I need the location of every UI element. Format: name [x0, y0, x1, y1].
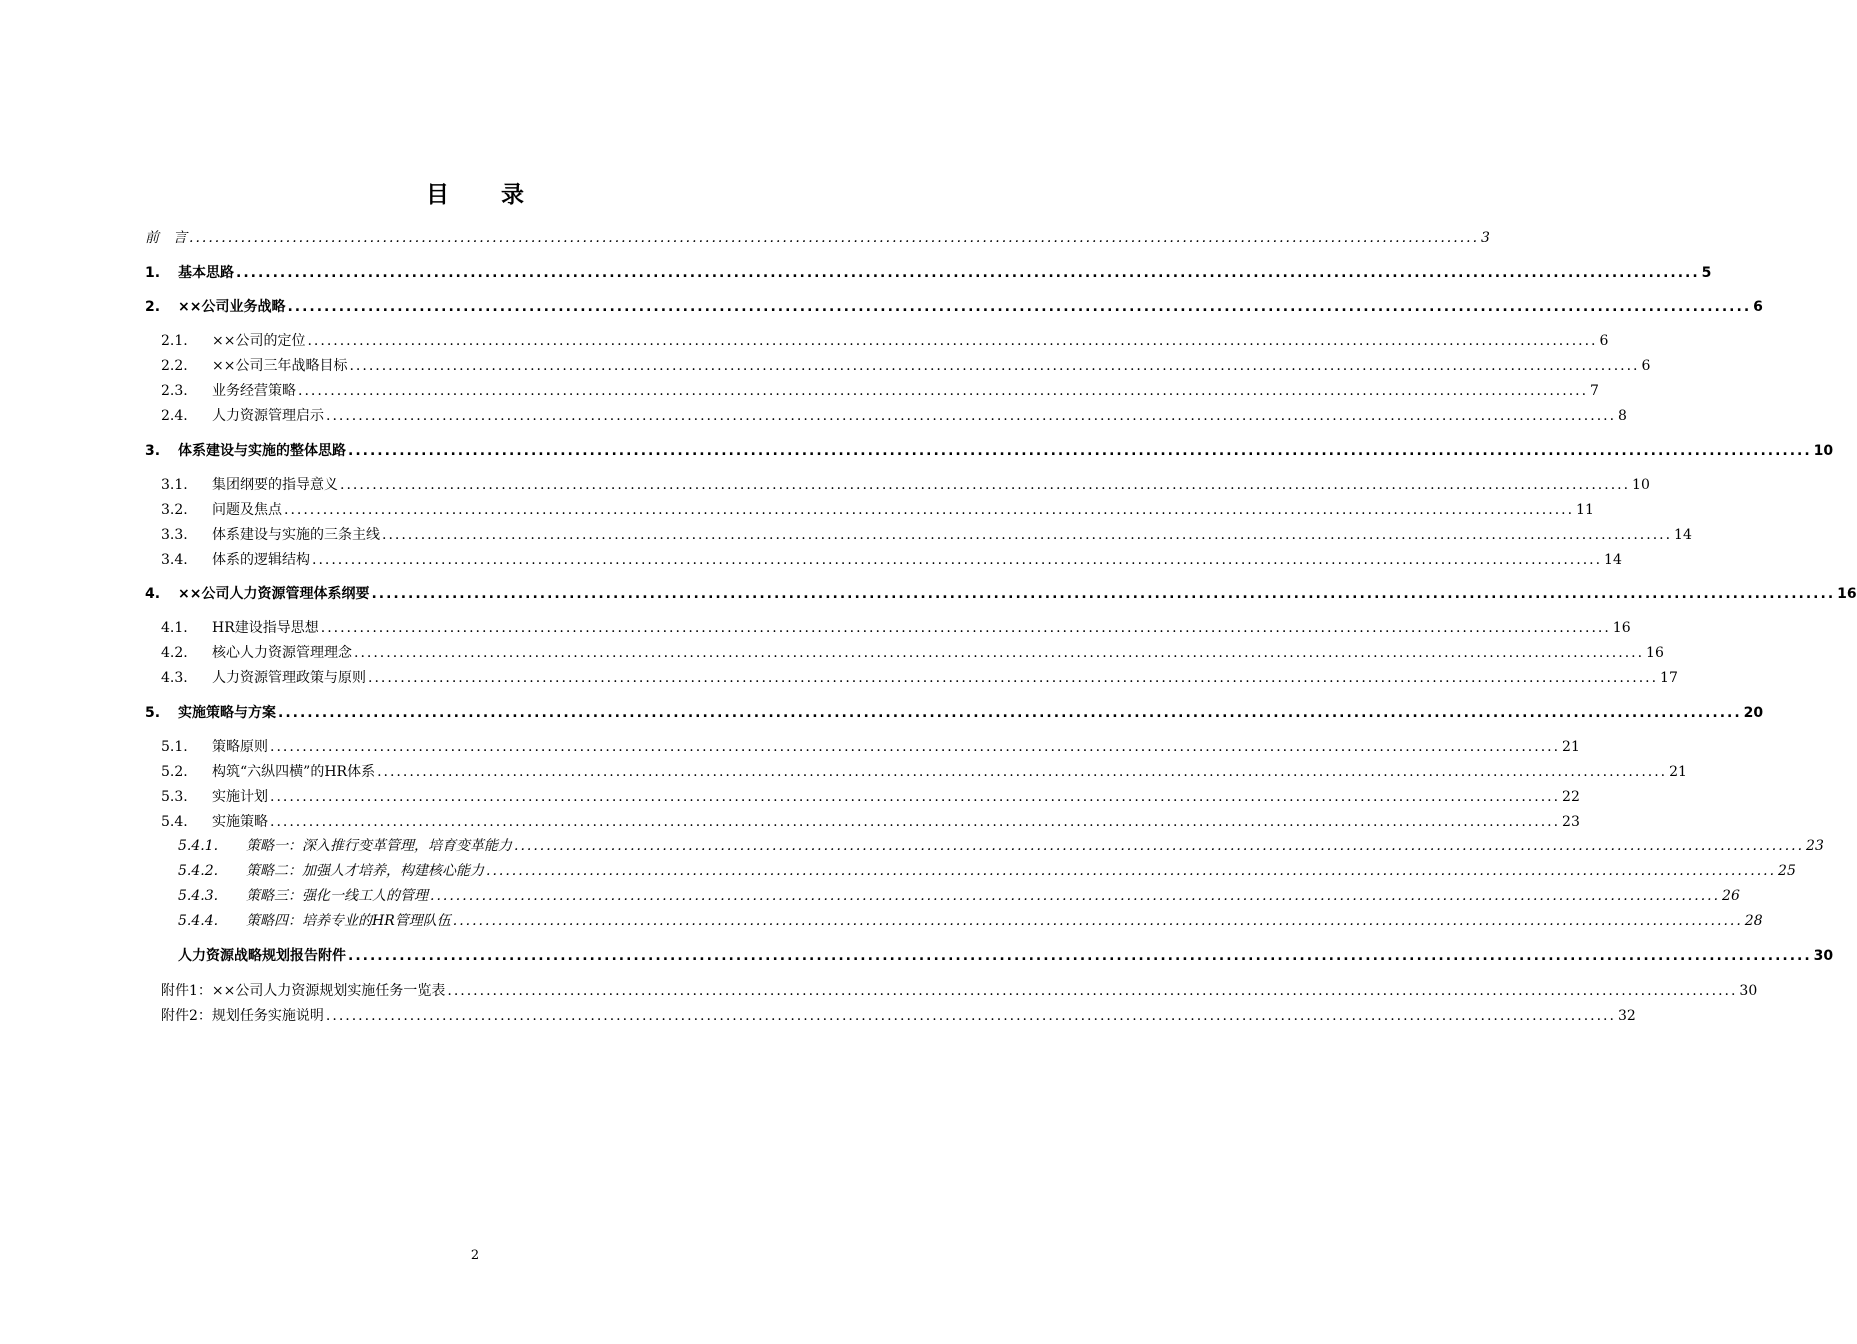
toc-entry[interactable]	[145, 297, 1763, 317]
toc-entry-title: HR建设指导思想	[212, 620, 319, 636]
dot-leader: ........................................................................................................................................................................................................	[189, 230, 1480, 246]
toc-entry-number: 5.4.4.	[178, 913, 219, 929]
toc-entry-title: ××公司三年战略目标	[212, 358, 348, 374]
dot-leader: ........................................................................................................................................................................................................	[486, 863, 1777, 879]
toc-entry-title: 体系建设与实施的三条主线	[212, 527, 380, 543]
toc-entry-title: 前 言	[145, 230, 187, 246]
dot-leader: ........................................................................................................................................................................................................	[348, 443, 1812, 459]
toc-entry[interactable]	[161, 406, 1627, 426]
toc-entry-title: 人力资源管理启示	[212, 408, 324, 424]
toc-entry[interactable]	[145, 263, 1712, 283]
dot-leader: ........................................................................................................................................................................................................	[307, 333, 1598, 349]
toc-entry-page: 30	[1813, 948, 1834, 964]
toc-entry-number: 3.2.	[161, 502, 188, 518]
toc-entry[interactable]	[178, 886, 1740, 906]
toc-entry[interactable]	[161, 1006, 1636, 1026]
dot-leader: ........................................................................................................................................................................................................	[287, 299, 1752, 315]
toc-entry[interactable]	[161, 618, 1631, 638]
toc-entry-page: 25	[1778, 863, 1796, 879]
toc-entry-page: 17	[1660, 670, 1678, 686]
toc-entry-title: 问题及焦点	[212, 502, 282, 518]
toc-entry-title: 体系建设与实施的整体思路	[178, 443, 346, 459]
toc-entry-title: 策略四：培养专业的HR管理队伍	[246, 913, 451, 929]
dot-leader: ........................................................................................................................................................................................................	[325, 1008, 1616, 1024]
dot-leader: ........................................................................................................................................................................................................	[382, 527, 1673, 543]
toc-entry-title: 策略二：加强人才培养，构建核心能力	[246, 863, 484, 879]
toc-entry-page: 5	[1701, 265, 1712, 281]
dot-leader: ........................................................................................................................................................................................................	[368, 670, 1659, 686]
toc-entry-number: 2.4.	[161, 408, 188, 424]
toc-entry-page: 10	[1813, 443, 1834, 459]
page-number: 2	[470, 1248, 480, 1263]
toc-entry[interactable]	[145, 946, 1834, 966]
dot-leader: ........................................................................................................................................................................................................	[270, 814, 1561, 830]
toc-entry-title: 构筑“六纵四横”的HR体系	[212, 764, 376, 780]
dot-leader: ........................................................................................................................................................................................................	[348, 948, 1812, 964]
dot-leader: ........................................................................................................................................................................................................	[312, 552, 1603, 568]
toc-entry[interactable]	[161, 500, 1594, 520]
dot-leader: ........................................................................................................................................................................................................	[377, 764, 1668, 780]
toc-entry-page: 21	[1562, 739, 1580, 755]
dot-leader: ........................................................................................................................................................................................................	[452, 913, 1743, 929]
toc-entry-number: 5.	[145, 705, 161, 721]
toc-entry-page: 6	[1753, 299, 1763, 315]
toc-entry-number: 5.4.	[161, 814, 188, 830]
toc-entry[interactable]	[161, 981, 1758, 1001]
toc-entry-page: 28	[1744, 913, 1763, 929]
toc-entry-title: 实施策略与方案	[178, 705, 276, 721]
toc-entry[interactable]	[161, 668, 1678, 688]
toc-entry-title: 实施策略	[212, 814, 268, 830]
toc-entry-number: 5.4.3.	[178, 888, 219, 904]
toc-entry-title: 实施计划	[212, 789, 268, 805]
dot-leader: ........................................................................................................................................................................................................	[284, 502, 1575, 518]
toc-entry-number: 1.	[145, 265, 161, 281]
toc-entry-title: 人力资源管理政策与原则	[212, 670, 366, 686]
toc-entry[interactable]	[161, 787, 1580, 807]
toc-entry[interactable]	[161, 381, 1599, 401]
toc-entry-title: 策略一：深入推行变革管理，培育变革能力	[246, 838, 512, 854]
toc-entry-page: 16	[1837, 586, 1857, 602]
toc-entry[interactable]	[161, 356, 1651, 376]
toc-entry-title: 附件2：规划任务实施说明	[161, 1008, 324, 1024]
toc-entry[interactable]	[145, 703, 1764, 723]
dot-leader: ........................................................................................................................................................................................................	[320, 620, 1611, 636]
dot-leader: ........................................................................................................................................................................................................	[298, 383, 1589, 399]
toc-entry-title: 策略三：强化一线工人的管理	[246, 888, 428, 904]
toc-entry[interactable]	[161, 525, 1692, 545]
dot-leader: ........................................................................................................................................................................................................	[354, 645, 1645, 661]
toc-entry-page: 26	[1722, 888, 1740, 904]
toc-entry-number: 2.3.	[161, 383, 188, 399]
toc-title: 目 录	[425, 182, 546, 208]
toc-entry-page: 6	[1641, 358, 1651, 374]
toc-entry[interactable]	[178, 836, 1824, 856]
toc-entry-number: 2.	[145, 299, 161, 315]
toc-entry-page: 14	[1604, 552, 1622, 568]
toc-entry-page: 32	[1617, 1008, 1636, 1024]
toc-entry[interactable]	[161, 737, 1580, 757]
toc-entry-title: ××公司的定位	[212, 333, 306, 349]
toc-entry-number: 3.1.	[161, 477, 188, 493]
toc-entry[interactable]	[161, 643, 1664, 663]
toc-entry-title: 核心人力资源管理理念	[212, 645, 352, 661]
toc-entry-page: 8	[1618, 408, 1627, 424]
toc-entry-number: 4.	[145, 586, 161, 602]
toc-entry-title: 集团纲要的指导意义	[212, 477, 338, 493]
toc-entry[interactable]	[145, 584, 1857, 604]
toc-entry-title: 人力资源战略规划报告附件	[178, 948, 346, 964]
dot-leader: ........................................................................................................................................................................................................	[270, 789, 1561, 805]
toc-entry-page: 21	[1669, 764, 1687, 780]
toc-entry-number: 2.1.	[161, 333, 188, 349]
dot-leader: ........................................................................................................................................................................................................	[236, 265, 1700, 281]
toc-entry-number: 5.1.	[161, 739, 188, 755]
toc-entry-page: 14	[1674, 527, 1692, 543]
toc-entry-number: 2.2.	[161, 358, 188, 374]
toc-entry[interactable]	[161, 762, 1687, 782]
toc-entry-page: 16	[1612, 620, 1631, 636]
dot-leader: ........................................................................................................................................................................................................	[349, 358, 1640, 374]
toc-entry-title: 业务经营策略	[212, 383, 296, 399]
toc-entry-page: 22	[1562, 789, 1580, 805]
toc-entry-number: 5.3.	[161, 789, 188, 805]
toc-entry-number: 4.2.	[161, 645, 188, 661]
toc-entry-title: ××公司业务战略	[178, 299, 286, 315]
dot-leader: ........................................................................................................................................................................................................	[371, 586, 1836, 602]
toc-entry-title: 附件1：××公司人力资源规划实施任务一览表	[161, 983, 446, 999]
toc-entry-page: 7	[1590, 383, 1599, 399]
toc-entry-title: 策略原则	[212, 739, 268, 755]
toc-entry-page: 3	[1481, 230, 1490, 246]
toc-entry-title: 体系的逻辑结构	[212, 552, 310, 568]
toc-entry-number: 4.3.	[161, 670, 188, 686]
toc-entry[interactable]	[161, 475, 1650, 495]
toc-entry-page: 6	[1599, 333, 1609, 349]
toc-entry[interactable]	[161, 331, 1609, 351]
dot-leader: ........................................................................................................................................................................................................	[514, 838, 1805, 854]
toc-entry-number: 4.1.	[161, 620, 188, 636]
dot-leader: ........................................................................................................................................................................................................	[278, 705, 1742, 721]
toc-entry-page: 10	[1632, 477, 1650, 493]
toc-entry-page: 20	[1743, 705, 1764, 721]
toc-entry-page: 16	[1646, 645, 1664, 661]
toc-entry-number: 5.4.2.	[178, 863, 219, 879]
toc-entry-page: 23	[1806, 838, 1824, 854]
dot-leader: ........................................................................................................................................................................................................	[340, 477, 1631, 493]
toc-entry-number: 3.	[145, 443, 161, 459]
toc-entry[interactable]	[161, 550, 1622, 570]
toc-entry-number: 3.4.	[161, 552, 188, 568]
toc-entry-page: 23	[1562, 814, 1580, 830]
toc-entry-number: 5.4.1.	[178, 838, 219, 854]
dot-leader: ........................................................................................................................................................................................................	[430, 888, 1721, 904]
toc-entry[interactable]	[145, 441, 1834, 461]
toc-entry-number: 5.2.	[161, 764, 188, 780]
toc-entry-title: ××公司人力资源管理体系纲要	[178, 586, 370, 602]
dot-leader: ........................................................................................................................................................................................................	[270, 739, 1561, 755]
dot-leader: ........................................................................................................................................................................................................	[326, 408, 1617, 424]
toc-entry-number: 3.3.	[161, 527, 188, 543]
toc-entry[interactable]	[161, 812, 1580, 832]
toc-entry[interactable]	[178, 861, 1796, 881]
toc-entry-title: 基本思路	[178, 265, 234, 281]
toc-entry-page: 11	[1576, 502, 1594, 518]
toc-entry-page: 30	[1739, 983, 1758, 999]
toc-entry[interactable]	[178, 911, 1763, 931]
dot-leader: ........................................................................................................................................................................................................	[447, 983, 1738, 999]
toc-entry[interactable]	[145, 228, 1490, 248]
